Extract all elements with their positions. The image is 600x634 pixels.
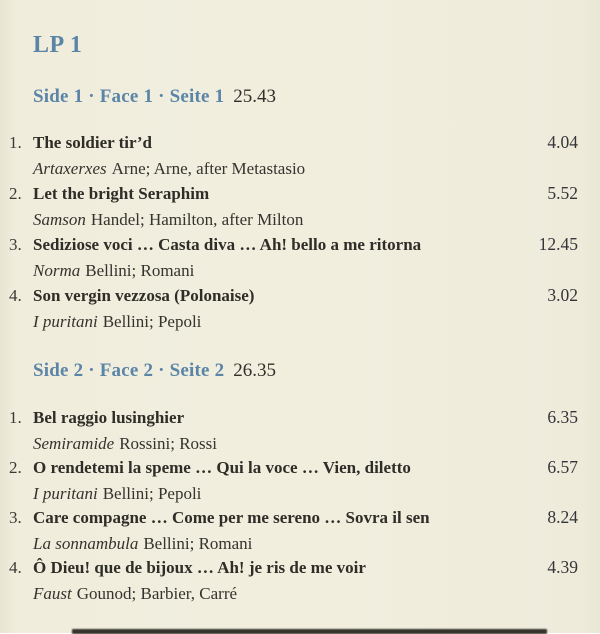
- composer-credits: Bellini; Romani: [143, 533, 253, 553]
- track-credits-line: [33, 581, 600, 607]
- track-number: 3.: [9, 235, 22, 254]
- work-title: Faust: [33, 583, 72, 603]
- track-credits-line: [33, 481, 600, 507]
- work-title: Samson: [33, 209, 86, 229]
- track-number: 2.: [9, 458, 22, 477]
- page-edge-scan-band: [72, 629, 547, 634]
- side1-total-duration: 25.43: [233, 86, 277, 107]
- composer-credits: Gounod; Barbier, Carré: [76, 583, 238, 603]
- composer-credits: Bellini; Pepoli: [102, 483, 202, 503]
- track-title: Sediziose voci … Casta diva … Ah! bello a me ritorna: [33, 235, 422, 254]
- work-title: Norma: [33, 260, 81, 280]
- side2-heading-label: Side 2 · Face 2 · Seite 2: [33, 360, 225, 381]
- track-title: O rendetemi la speme … Qui la voce … Vien, diletto: [33, 458, 411, 477]
- track-credits-line: [33, 431, 600, 457]
- side1-heading: [33, 85, 276, 109]
- track-duration: 4.04: [547, 132, 578, 152]
- composer-credits: Bellini; Romani: [85, 260, 195, 280]
- track-title: Bel raggio lusinghier: [33, 408, 185, 427]
- track-duration: 12.45: [538, 234, 578, 254]
- track-title: Care compagne … Come per me sereno … Sovra il sen: [33, 508, 430, 527]
- track-row: [0, 232, 600, 283]
- track-title: Ô Dieu! que de bijoux … Ah! je ris de me voir: [33, 558, 366, 577]
- composer-credits: Handel; Hamilton, after Milton: [90, 209, 304, 229]
- track-number: 2.: [9, 184, 22, 203]
- work-title: La sonnambula: [33, 533, 139, 553]
- track-duration: 3.02: [547, 285, 578, 305]
- work-title: Semiramide: [33, 433, 115, 453]
- track-number: 1.: [9, 133, 22, 152]
- track-row: [0, 555, 600, 605]
- track-title: Let the bright Seraphim: [33, 184, 210, 203]
- track-number: 4.: [9, 286, 22, 305]
- track-duration: 4.39: [547, 557, 578, 577]
- track-credits-line: [33, 207, 600, 233]
- side2-total-duration: 26.35: [233, 360, 277, 381]
- work-title: I puritani: [33, 311, 98, 331]
- track-duration: 5.52: [547, 183, 578, 203]
- track-credits-line: [33, 309, 600, 335]
- track-row: [0, 405, 600, 455]
- side2-tracklist: [0, 405, 600, 605]
- track-row: [0, 283, 600, 334]
- work-title: Artaxerxes: [33, 158, 107, 178]
- track-row: [0, 181, 600, 232]
- track-title: Son vergin vezzosa (Polonaise): [33, 286, 255, 305]
- track-number: 3.: [9, 508, 22, 527]
- page-title: LP 1: [33, 32, 83, 58]
- composer-credits: Rossini; Rossi: [119, 433, 218, 453]
- side2-heading: [33, 359, 276, 383]
- track-duration: 6.57: [547, 457, 578, 477]
- track-row: [0, 455, 600, 505]
- track-duration: 6.35: [547, 407, 578, 427]
- track-number: 4.: [9, 558, 22, 577]
- track-title: The soldier tir’d: [33, 133, 152, 152]
- composer-credits: Bellini; Pepoli: [102, 311, 202, 331]
- work-title: I puritani: [33, 483, 98, 503]
- track-credits-line: [33, 156, 600, 182]
- side1-tracklist: [0, 130, 600, 334]
- composer-credits: Arne; Arne, after Metastasio: [111, 158, 306, 178]
- track-row: [0, 130, 600, 181]
- track-duration: 8.24: [547, 507, 578, 527]
- track-credits-line: [33, 258, 600, 284]
- track-number: 1.: [9, 408, 22, 427]
- track-row: [0, 505, 600, 555]
- side1-heading-label: Side 1 · Face 1 · Seite 1: [33, 86, 225, 107]
- track-credits-line: [33, 531, 600, 557]
